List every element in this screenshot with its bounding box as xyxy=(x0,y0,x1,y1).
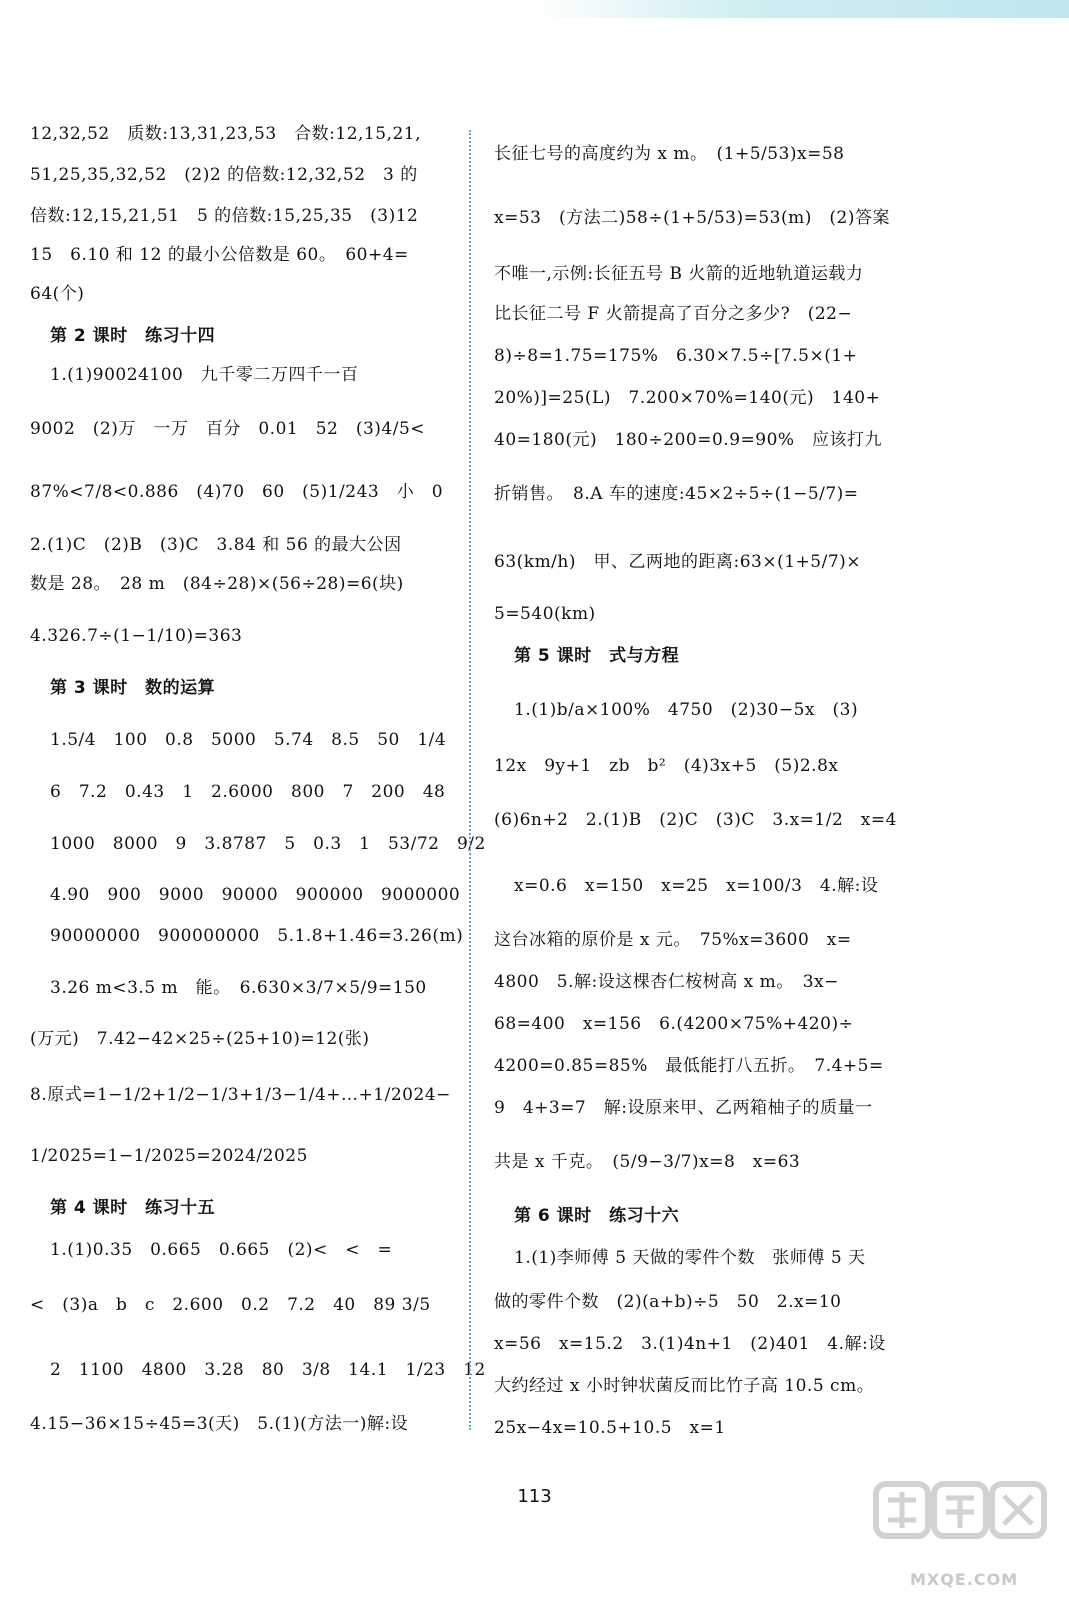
text-line: 1.(1)b/a×100% 4750 (2)30−5x (3) xyxy=(514,700,859,720)
text-line: 1.(1)0.35 0.665 0.665 (2)< < = xyxy=(50,1240,393,1260)
text-line: 1.5/4 100 0.8 5000 5.74 8.5 50 1/4 xyxy=(50,730,447,750)
text-line: 1/2025=1−1/2025=2024/2025 xyxy=(30,1146,308,1166)
text-line: 倍数:12,15,21,51 5 的倍数:15,25,35 (3)12 xyxy=(30,206,419,226)
text-line: 90000000 900000000 5.1.8+1.46=3.26(m) xyxy=(50,926,464,946)
text-line: 12x 9y+1 zb b² (4)3x+5 (5)2.8x xyxy=(494,756,839,776)
text-line: 不唯一,示例:长征五号 B 火箭的近地轨道运载力 xyxy=(494,264,864,284)
text-line: 2 1100 4800 3.28 80 3/8 14.1 1/23 12 xyxy=(50,1360,486,1380)
text-line: 87%<7/8<0.886 (4)70 60 (5)1/243 小 0 xyxy=(30,482,444,502)
text-line: 这台冰箱的原价是 x 元。 75%x=3600 x= xyxy=(494,930,852,950)
text-line: (万元) 7.42−42×25÷(25+10)=12(张) xyxy=(30,1029,370,1049)
text-line: 5=540(km) xyxy=(494,604,596,624)
section-heading: 第 6 课时 练习十六 xyxy=(514,1206,680,1226)
text-line: 1.(1)李师傅 5 天做的零件个数 张师傅 5 天 xyxy=(514,1248,866,1268)
text-line: 3.26 m<3.5 m 能。 6.630×3/7×5/9=150 xyxy=(50,978,427,998)
text-line: x=53 (方法二)58÷(1+5/53)=53(m) (2)答案 xyxy=(494,208,890,228)
text-line: 15 6.10 和 12 的最小公倍数是 60。 60+4= xyxy=(30,245,409,265)
text-line: 40=180(元) 180÷200=0.9=90% 应该打九 xyxy=(494,430,883,450)
text-line: 数是 28。 28 m (84÷28)×(56÷28)=6(块) xyxy=(30,574,404,594)
text-line: 9 4+3=7 解:设原来甲、乙两箱柚子的质量一 xyxy=(494,1098,873,1118)
text-line: x=0.6 x=150 x=25 x=100/3 4.解:设 xyxy=(514,876,879,896)
text-line: 8.原式=1−1/2+1/2−1/3+1/3−1/4+…+1/2024− xyxy=(30,1085,451,1105)
text-line: 68=400 x=156 6.(4200×75%+420)÷ xyxy=(494,1014,854,1034)
text-line: 64(个) xyxy=(30,284,85,304)
text-line: 比长征二号 F 火箭提高了百分之多少? (22− xyxy=(494,304,853,324)
column-divider xyxy=(469,130,471,1430)
top-color-band xyxy=(530,0,1069,18)
text-line: 9002 (2)万 一万 百分 0.01 52 (3)4/5< xyxy=(30,419,426,439)
page-number: 113 xyxy=(517,1486,552,1507)
watermark-logo xyxy=(870,1478,1050,1588)
text-line: 1.(1)90024100 九千零二万四千一百 xyxy=(50,365,359,385)
section-heading: 第 3 课时 数的运算 xyxy=(50,678,216,698)
text-line: 1000 8000 9 3.8787 5 0.3 1 53/72 9/2 xyxy=(50,834,486,854)
text-line: 4.15−36×15÷45=3(天) 5.(1)(方法一)解:设 xyxy=(30,1414,409,1434)
section-heading: 第 4 课时 练习十五 xyxy=(50,1198,216,1218)
text-line: 6 7.2 0.43 1 2.6000 800 7 200 48 xyxy=(50,782,446,802)
text-line: 12,32,52 质数:13,31,23,53 合数:12,15,21, xyxy=(30,124,422,144)
text-line: 63(km/h) 甲、乙两地的距离:63×(1+5/7)× xyxy=(494,552,862,572)
text-line: 20%)]=25(L) 7.200×70%=140(元) 140+ xyxy=(494,388,881,408)
text-line: x=56 x=15.2 3.(1)4n+1 (2)401 4.解:设 xyxy=(494,1334,886,1354)
text-line: (6)6n+2 2.(1)B (2)C (3)C 3.x=1/2 x=4 xyxy=(494,810,897,830)
text-line: 4.90 900 9000 90000 900000 9000000 xyxy=(50,885,461,905)
text-line: 8)÷8=1.75=175% 6.30×7.5÷[7.5×(1+ xyxy=(494,346,858,366)
text-line: 4200=0.85=85% 最低能打八五折。 7.4+5= xyxy=(494,1056,884,1076)
watermark-badge-icon xyxy=(870,1478,1050,1570)
text-line: 4800 5.解:设这棵杏仁桉树高 x m。 3x− xyxy=(494,972,839,992)
text-line: 长征七号的高度约为 x m。 (1+5/53)x=58 xyxy=(494,144,845,164)
section-heading: 第 2 课时 练习十四 xyxy=(50,326,216,346)
watermark-text: MXQE.COM xyxy=(910,1570,1019,1589)
text-line: 25x−4x=10.5+10.5 x=1 xyxy=(494,1418,726,1438)
text-line: 51,25,35,32,52 (2)2 的倍数:12,32,52 3 的 xyxy=(30,165,418,185)
text-line: 共是 x 千克。 (5/9−3/7)x=8 x=63 xyxy=(494,1152,801,1172)
text-line: < (3)a b c 2.600 0.2 7.2 40 89 3/5 xyxy=(30,1295,431,1315)
text-line: 大约经过 x 小时钟状菌反而比竹子高 10.5 cm。 xyxy=(494,1376,875,1396)
text-line: 做的零件个数 (2)(a+b)÷5 50 2.x=10 xyxy=(494,1292,842,1312)
text-line: 4.326.7÷(1−1/10)=363 xyxy=(30,626,243,646)
text-line: 折销售。 8.A 车的速度:45×2÷5÷(1−5/7)= xyxy=(494,484,859,504)
section-heading: 第 5 课时 式与方程 xyxy=(514,646,680,666)
text-line: 2.(1)C (2)B (3)C 3.84 和 56 的最大公因 xyxy=(30,535,402,555)
